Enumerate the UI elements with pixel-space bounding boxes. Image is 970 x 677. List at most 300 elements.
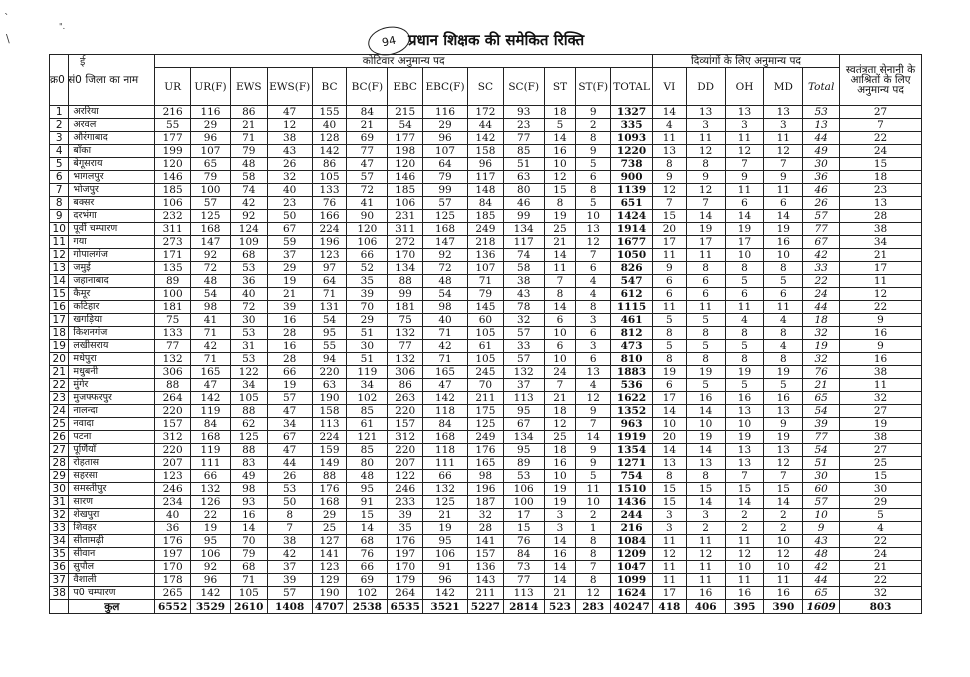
total-cell: 1919 [611,431,653,444]
value-cell: 27 [840,405,922,418]
value-cell: 132 [388,327,423,340]
value-cell: 11 [840,275,922,288]
value-cell: 85 [503,145,544,158]
value-cell: 16 [686,587,725,600]
divyang-total-cell: 30 [803,470,840,483]
value-cell: 71 [312,288,347,301]
value-cell: 67 [503,418,544,431]
value-cell: 116 [191,106,231,119]
value-cell: 28 [468,522,504,535]
value-cell: 22 [191,509,231,522]
value-cell: 54 [423,288,468,301]
value-cell: 171 [155,249,191,262]
value-cell: 14 [230,522,267,535]
value-cell: 125 [423,496,468,509]
value-cell: 7 [725,158,764,171]
district-cell: वैशाली [69,574,155,587]
value-cell: 53 [230,327,267,340]
value-cell: 170 [155,561,191,574]
district-cell: दरभंगा [69,210,155,223]
value-cell: 22 [840,132,922,145]
value-cell: 4 [576,288,611,301]
value-cell: 13 [764,106,803,119]
value-cell: 63 [503,171,544,184]
value-cell: 9 [840,314,922,327]
value-cell: 14 [686,444,725,457]
serial-cell: 6 [50,171,69,184]
column-header-ebc: EBC [388,68,423,106]
value-cell: 5 [576,197,611,210]
value-cell: 92 [423,249,468,262]
serial-cell: 38 [50,587,69,600]
value-cell: 8 [686,327,725,340]
district-cell: बेगूसराय [69,158,155,171]
value-cell: 8 [267,509,312,522]
value-cell: 133 [155,327,191,340]
total-spacer [50,600,69,614]
total-cell: 1914 [611,223,653,236]
value-cell: 117 [468,171,504,184]
value-cell: 14 [544,301,576,314]
value-cell: 8 [725,327,764,340]
value-cell: 55 [312,340,347,353]
value-cell: 76 [503,535,544,548]
value-cell: 6 [686,275,725,288]
value-cell: 54 [312,314,347,327]
value-cell: 70 [347,301,388,314]
page-title: प्रधान शिक्षक की समेकित रिक्ति [408,31,585,49]
value-cell: 136 [468,249,504,262]
value-cell: 38 [267,132,312,145]
value-cell: 21 [423,509,468,522]
value-cell: 1 [576,522,611,535]
value-cell: 9 [576,457,611,470]
value-cell: 111 [191,457,231,470]
column-header-ewsf: EWS(F) [267,68,312,106]
value-cell: 39 [267,574,312,587]
value-cell: 6 [653,379,687,392]
value-cell: 36 [230,275,267,288]
value-cell: 11 [653,535,687,548]
value-cell: 29 [191,119,231,132]
value-cell: 142 [312,145,347,158]
value-cell: 135 [155,262,191,275]
value-cell: 263 [388,392,423,405]
column-header-oh: OH [725,68,764,106]
table-row [50,145,922,158]
value-cell: 53 [503,470,544,483]
value-cell: 10 [576,210,611,223]
value-cell: 79 [468,288,504,301]
total-cell: 1354 [611,444,653,457]
grand-total-cell: 1408 [267,600,312,614]
value-cell: 123 [312,249,347,262]
value-cell: 8 [544,288,576,301]
value-cell: 8 [653,353,687,366]
district-cell: प0 चम्पारण [69,587,155,600]
value-cell: 97 [312,262,347,275]
value-cell: 68 [230,561,267,574]
value-cell: 113 [503,392,544,405]
value-cell: 215 [388,106,423,119]
value-cell: 166 [312,210,347,223]
value-cell: 71 [423,327,468,340]
table-row [50,106,922,119]
divyang-total-cell: 54 [803,444,840,457]
value-cell: 23 [267,197,312,210]
value-cell: 170 [388,249,423,262]
value-cell: 70 [230,535,267,548]
value-cell: 5 [686,340,725,353]
value-cell: 15 [653,483,687,496]
value-cell: 9 [653,171,687,184]
value-cell: 18 [544,444,576,457]
value-cell: 107 [191,145,231,158]
value-cell: 74 [503,249,544,262]
value-cell: 2 [576,509,611,522]
value-cell: 12 [576,392,611,405]
value-cell: 32 [503,314,544,327]
serial-cell: 24 [50,405,69,418]
value-cell: 3 [576,314,611,327]
value-cell: 6 [576,327,611,340]
serial-cell: 32 [50,509,69,522]
value-cell: 125 [191,210,231,223]
value-cell: 127 [312,535,347,548]
value-cell: 13 [653,457,687,470]
value-cell: 38 [840,431,922,444]
value-cell: 105 [230,587,267,600]
value-cell: 148 [468,184,504,197]
value-cell: 8 [764,262,803,275]
value-cell: 11 [840,379,922,392]
value-cell: 211 [468,392,504,405]
value-cell: 6 [576,353,611,366]
value-cell: 19 [686,223,725,236]
value-cell: 89 [155,275,191,288]
value-cell: 19 [653,366,687,379]
value-cell: 2 [725,509,764,522]
value-cell: 132 [503,366,544,379]
total-cell: 1084 [611,535,653,548]
grand-total-cell: 395 [725,600,764,614]
divyang-total-cell: 26 [803,197,840,210]
value-cell: 79 [230,548,267,561]
value-cell: 12 [686,145,725,158]
table-row [50,379,922,392]
value-cell: 122 [230,366,267,379]
column-header-total: Total [803,68,840,106]
value-cell: 6 [686,288,725,301]
handwritten-mark: ई [80,55,86,68]
value-cell: 53 [230,262,267,275]
value-cell: 119 [191,444,231,457]
value-cell: 306 [388,366,423,379]
table-row [50,418,922,431]
value-cell: 38 [267,535,312,548]
value-cell: 47 [347,158,388,171]
divyang-total-cell: 54 [803,405,840,418]
value-cell: 13 [725,444,764,457]
value-cell: 128 [312,132,347,145]
value-cell: 79 [230,145,267,158]
value-cell: 74 [230,184,267,197]
value-cell: 79 [191,171,231,184]
total-cell: 1220 [611,145,653,158]
value-cell: 107 [468,262,504,275]
value-cell: 24 [840,145,922,158]
total-cell: 612 [611,288,653,301]
value-cell: 47 [191,379,231,392]
value-cell: 42 [267,548,312,561]
category-group-header: कोटिवार अनुमान्य पद [155,55,653,68]
value-cell: 142 [423,392,468,405]
column-header-total: TOTAL [611,68,653,106]
value-cell: 51 [347,327,388,340]
value-cell: 40 [230,288,267,301]
value-cell: 95 [347,483,388,496]
value-cell: 34 [347,379,388,392]
district-cell: गोपालगंज [69,249,155,262]
total-cell: 1271 [611,457,653,470]
value-cell: 58 [230,171,267,184]
serial-cell: 5 [50,158,69,171]
value-cell: 134 [388,262,423,275]
value-cell: 30 [230,314,267,327]
value-cell: 14 [544,535,576,548]
district-cell: भोजपुर [69,184,155,197]
value-cell: 66 [191,470,231,483]
value-cell: 19 [725,431,764,444]
value-cell: 306 [155,366,191,379]
value-cell: 196 [312,236,347,249]
value-cell: 86 [388,379,423,392]
serial-cell: 23 [50,392,69,405]
value-cell: 107 [423,145,468,158]
value-cell: 16 [840,353,922,366]
value-cell: 21 [840,249,922,262]
value-cell: 132 [155,353,191,366]
value-cell: 158 [312,405,347,418]
value-cell: 272 [388,236,423,249]
value-cell: 88 [155,379,191,392]
value-cell: 7 [840,119,922,132]
value-cell: 13 [576,223,611,236]
table-row [50,574,922,587]
table-row [50,496,922,509]
value-cell: 32 [468,509,504,522]
value-cell: 14 [764,210,803,223]
table-row [50,340,922,353]
value-cell: 8 [576,535,611,548]
value-cell: 23 [840,184,922,197]
value-cell: 181 [155,301,191,314]
value-cell: 4 [653,119,687,132]
value-cell: 105 [468,353,504,366]
value-cell: 57 [191,197,231,210]
value-cell: 187 [468,496,504,509]
value-cell: 17 [503,509,544,522]
value-cell: 245 [468,366,504,379]
value-cell: 68 [347,535,388,548]
value-cell: 61 [468,340,504,353]
value-cell: 8 [653,470,687,483]
value-cell: 185 [155,184,191,197]
divyang-total-cell: 18 [803,314,840,327]
value-cell: 100 [503,496,544,509]
value-cell: 28 [267,353,312,366]
serial-cell: 10 [50,223,69,236]
divyang-group-header: दिव्यांगों के लिए अनुमान्य पद [653,55,840,68]
value-cell: 77 [503,132,544,145]
district-cell: बक्सर [69,197,155,210]
value-cell: 95 [191,535,231,548]
value-cell: 12 [686,184,725,197]
total-cell: 900 [611,171,653,184]
value-cell: 78 [503,301,544,314]
value-cell: 15 [840,470,922,483]
value-cell: 58 [503,262,544,275]
value-cell: 32 [840,392,922,405]
table-row [50,301,922,314]
value-cell: 54 [388,119,423,132]
value-cell: 8 [725,353,764,366]
value-cell: 3 [686,119,725,132]
divyang-total-cell: 51 [803,457,840,470]
serial-cell: 4 [50,145,69,158]
total-cell: 1677 [611,236,653,249]
serial-cell: 31 [50,496,69,509]
value-cell: 12 [544,418,576,431]
divyang-total-cell: 53 [803,106,840,119]
district-cell: बाँका [69,145,155,158]
value-cell: 15 [840,158,922,171]
total-cell: 1093 [611,132,653,145]
value-cell: 134 [503,223,544,236]
value-cell: 14 [686,210,725,223]
value-cell: 32 [840,587,922,600]
value-cell: 40 [423,314,468,327]
value-cell: 95 [423,535,468,548]
value-cell: 16 [840,327,922,340]
value-cell: 5 [840,509,922,522]
divyang-total-cell: 22 [803,275,840,288]
value-cell: 172 [468,106,504,119]
serial-cell: 8 [50,197,69,210]
divyang-total-cell: 44 [803,132,840,145]
value-cell: 9 [576,145,611,158]
value-cell: 179 [388,574,423,587]
value-cell: 14 [686,496,725,509]
value-cell: 125 [230,431,267,444]
value-cell: 57 [267,392,312,405]
value-cell: 42 [191,340,231,353]
serial-cell: 30 [50,483,69,496]
value-cell: 5 [576,158,611,171]
value-cell: 66 [423,470,468,483]
value-cell: 2 [725,522,764,535]
divyang-total-cell: 13 [803,119,840,132]
value-cell: 142 [468,132,504,145]
total-cell: 536 [611,379,653,392]
value-cell: 147 [191,236,231,249]
divyang-total-cell: 42 [803,561,840,574]
value-cell: 84 [468,197,504,210]
value-cell: 6 [764,197,803,210]
total-cell: 1115 [611,301,653,314]
value-cell: 14 [686,405,725,418]
value-cell: 8 [764,353,803,366]
value-cell: 185 [388,184,423,197]
serial-cell: 17 [50,314,69,327]
district-cell: शिवहर [69,522,155,535]
value-cell: 38 [840,366,922,379]
value-cell: 5 [653,314,687,327]
value-cell: 10 [544,158,576,171]
value-cell: 30 [840,483,922,496]
value-cell: 44 [267,457,312,470]
value-cell: 106 [191,548,231,561]
value-cell: 48 [423,275,468,288]
value-cell: 50 [267,210,312,223]
value-cell: 24 [544,366,576,379]
value-cell: 47 [423,379,468,392]
value-cell: 84 [191,418,231,431]
value-cell: 21 [267,288,312,301]
value-cell: 14 [347,522,388,535]
value-cell: 7 [544,379,576,392]
value-cell: 197 [155,548,191,561]
value-cell: 89 [503,457,544,470]
serial-cell: 1 [50,106,69,119]
table-row [50,470,922,483]
value-cell: 11 [576,483,611,496]
grand-total-cell: 2538 [347,600,388,614]
divyang-total-cell: 77 [803,431,840,444]
value-cell: 7 [267,522,312,535]
total-cell: 1624 [611,587,653,600]
value-cell: 142 [191,587,231,600]
value-cell: 31 [230,340,267,353]
value-cell: 11 [686,561,725,574]
serial-cell: 20 [50,353,69,366]
district-cell: सुपौल [69,561,155,574]
total-cell: 1047 [611,561,653,574]
value-cell: 6 [544,314,576,327]
total-cell: 216 [611,522,653,535]
value-cell: 99 [388,288,423,301]
value-cell: 12 [544,171,576,184]
value-cell: 10 [544,353,576,366]
value-cell: 8 [544,197,576,210]
value-cell: 71 [191,327,231,340]
value-cell: 116 [423,106,468,119]
value-cell: 106 [347,236,388,249]
value-cell: 72 [423,262,468,275]
table-row [50,457,922,470]
value-cell: 19 [840,418,922,431]
table-row [50,509,922,522]
value-cell: 52 [347,262,388,275]
value-cell: 16 [267,314,312,327]
value-cell: 34 [230,379,267,392]
value-cell: 77 [347,145,388,158]
value-cell: 19 [544,210,576,223]
value-cell: 50 [267,496,312,509]
value-cell: 34 [840,236,922,249]
value-cell: 15 [653,496,687,509]
table-row [50,366,922,379]
